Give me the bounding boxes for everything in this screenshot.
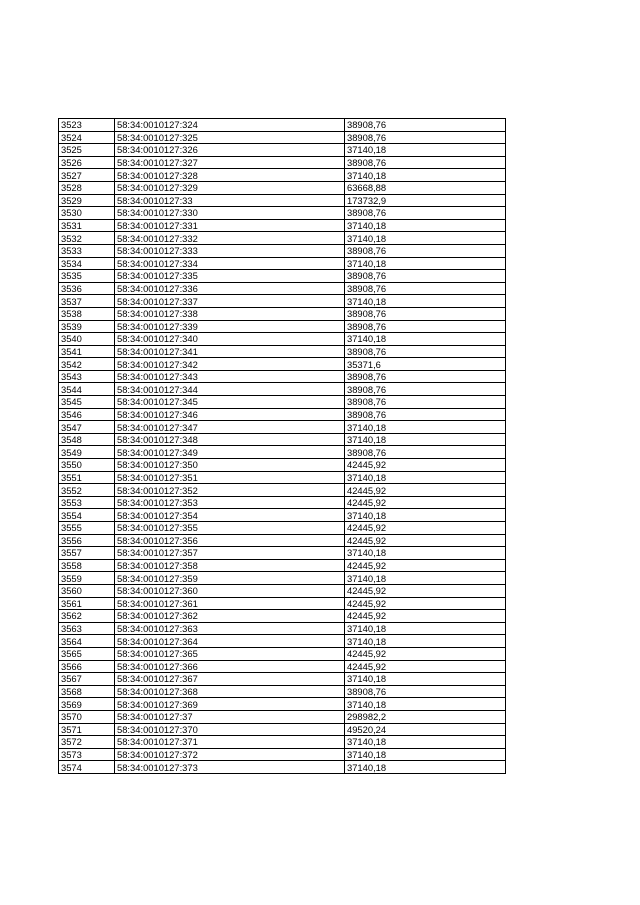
cadastral-number-cell: 58:34:0010127:349 bbox=[115, 446, 345, 459]
row-number-cell: 3540 bbox=[59, 333, 115, 346]
table-row bbox=[59, 660, 506, 673]
cadastral-number-cell: 58:34:0010127:367 bbox=[115, 673, 345, 686]
row-number-cell: 3532 bbox=[59, 232, 115, 245]
row-number-cell: 3545 bbox=[59, 396, 115, 409]
row-number-cell: 3560 bbox=[59, 584, 115, 597]
table-row bbox=[59, 471, 506, 484]
value-cell: 38908,76 bbox=[345, 270, 506, 283]
table-row bbox=[59, 119, 506, 132]
value-cell: 37140,18 bbox=[345, 736, 506, 749]
row-number-cell: 3553 bbox=[59, 496, 115, 509]
row-number-cell: 3526 bbox=[59, 156, 115, 169]
value-cell: 37140,18 bbox=[345, 219, 506, 232]
value-cell: 42445,92 bbox=[345, 660, 506, 673]
value-cell: 63668,88 bbox=[345, 181, 506, 194]
table-row bbox=[59, 572, 506, 585]
table-row bbox=[59, 622, 506, 635]
value-cell: 38908,76 bbox=[345, 307, 506, 320]
table-row bbox=[59, 219, 506, 232]
value-cell: 37140,18 bbox=[345, 761, 506, 774]
table-row bbox=[59, 307, 506, 320]
cadastral-number-cell: 58:34:0010127:346 bbox=[115, 408, 345, 421]
table-row bbox=[59, 685, 506, 698]
row-number-cell: 3566 bbox=[59, 660, 115, 673]
cadastral-number-cell: 58:34:0010127:344 bbox=[115, 383, 345, 396]
value-cell: 42445,92 bbox=[345, 597, 506, 610]
table-row bbox=[59, 723, 506, 736]
table-row bbox=[59, 156, 506, 169]
row-number-cell: 3554 bbox=[59, 509, 115, 522]
cadastral-number-cell: 58:34:0010127:369 bbox=[115, 698, 345, 711]
table-row bbox=[59, 522, 506, 535]
row-number-cell: 3534 bbox=[59, 257, 115, 270]
value-cell: 42445,92 bbox=[345, 534, 506, 547]
table-row bbox=[59, 584, 506, 597]
value-cell: 38908,76 bbox=[345, 685, 506, 698]
table-row bbox=[59, 370, 506, 383]
row-number-cell: 3559 bbox=[59, 572, 115, 585]
row-number-cell: 3527 bbox=[59, 169, 115, 182]
table-row bbox=[59, 459, 506, 472]
value-cell: 37140,18 bbox=[345, 471, 506, 484]
row-number-cell: 3571 bbox=[59, 723, 115, 736]
value-cell: 38908,76 bbox=[345, 408, 506, 421]
table-row bbox=[59, 333, 506, 346]
row-number-cell: 3558 bbox=[59, 559, 115, 572]
row-number-cell: 3572 bbox=[59, 736, 115, 749]
cadastral-number-cell: 58:34:0010127:37 bbox=[115, 710, 345, 723]
table-row bbox=[59, 559, 506, 572]
value-cell: 38908,76 bbox=[345, 156, 506, 169]
value-cell: 42445,92 bbox=[345, 459, 506, 472]
value-cell: 38908,76 bbox=[345, 282, 506, 295]
value-cell: 298982,2 bbox=[345, 710, 506, 723]
cadastral-number-cell: 58:34:0010127:360 bbox=[115, 584, 345, 597]
table-row bbox=[59, 597, 506, 610]
row-number-cell: 3548 bbox=[59, 433, 115, 446]
cadastral-number-cell: 58:34:0010127:362 bbox=[115, 610, 345, 623]
value-cell: 38908,76 bbox=[345, 370, 506, 383]
row-number-cell: 3535 bbox=[59, 270, 115, 283]
value-cell: 49520,24 bbox=[345, 723, 506, 736]
row-number-cell: 3556 bbox=[59, 534, 115, 547]
table-row bbox=[59, 169, 506, 182]
row-number-cell: 3528 bbox=[59, 181, 115, 194]
row-number-cell: 3524 bbox=[59, 131, 115, 144]
row-number-cell: 3533 bbox=[59, 244, 115, 257]
row-number-cell: 3525 bbox=[59, 144, 115, 157]
value-cell: 37140,18 bbox=[345, 169, 506, 182]
value-cell: 38908,76 bbox=[345, 383, 506, 396]
row-number-cell: 3544 bbox=[59, 383, 115, 396]
table-row bbox=[59, 761, 506, 774]
cadastral-number-cell: 58:34:0010127:354 bbox=[115, 509, 345, 522]
cadastral-number-cell: 58:34:0010127:328 bbox=[115, 169, 345, 182]
row-number-cell: 3562 bbox=[59, 610, 115, 623]
row-number-cell: 3543 bbox=[59, 370, 115, 383]
table-row bbox=[59, 534, 506, 547]
table-row bbox=[59, 345, 506, 358]
table-row bbox=[59, 282, 506, 295]
row-number-cell: 3550 bbox=[59, 459, 115, 472]
value-cell: 37140,18 bbox=[345, 673, 506, 686]
row-number-cell: 3568 bbox=[59, 685, 115, 698]
row-number-cell: 3529 bbox=[59, 194, 115, 207]
table-row bbox=[59, 257, 506, 270]
table-row bbox=[59, 181, 506, 194]
value-cell: 35371,6 bbox=[345, 358, 506, 371]
value-cell: 42445,92 bbox=[345, 584, 506, 597]
cadastral-number-cell: 58:34:0010127:350 bbox=[115, 459, 345, 472]
value-cell: 37140,18 bbox=[345, 635, 506, 648]
row-number-cell: 3567 bbox=[59, 673, 115, 686]
cadastral-number-cell: 58:34:0010127:368 bbox=[115, 685, 345, 698]
row-number-cell: 3551 bbox=[59, 471, 115, 484]
table-row bbox=[59, 295, 506, 308]
cadastral-number-cell: 58:34:0010127:347 bbox=[115, 421, 345, 434]
table-row bbox=[59, 547, 506, 560]
value-cell: 38908,76 bbox=[345, 320, 506, 333]
table-row bbox=[59, 710, 506, 723]
row-number-cell: 3549 bbox=[59, 446, 115, 459]
table-row bbox=[59, 207, 506, 220]
table-row bbox=[59, 610, 506, 623]
value-cell: 37140,18 bbox=[345, 748, 506, 761]
cadastral-number-cell: 58:34:0010127:342 bbox=[115, 358, 345, 371]
row-number-cell: 3531 bbox=[59, 219, 115, 232]
table-row bbox=[59, 131, 506, 144]
row-number-cell: 3565 bbox=[59, 647, 115, 660]
value-cell: 38908,76 bbox=[345, 207, 506, 220]
table-row bbox=[59, 320, 506, 333]
value-cell: 37140,18 bbox=[345, 509, 506, 522]
value-cell: 42445,92 bbox=[345, 647, 506, 660]
value-cell: 37140,18 bbox=[345, 257, 506, 270]
value-cell: 37140,18 bbox=[345, 622, 506, 635]
cadastral-number-cell: 58:34:0010127:332 bbox=[115, 232, 345, 245]
row-number-cell: 3561 bbox=[59, 597, 115, 610]
row-number-cell: 3557 bbox=[59, 547, 115, 560]
cadastral-number-cell: 58:34:0010127:331 bbox=[115, 219, 345, 232]
row-number-cell: 3563 bbox=[59, 622, 115, 635]
table-row bbox=[59, 509, 506, 522]
value-cell: 37140,18 bbox=[345, 144, 506, 157]
row-number-cell: 3552 bbox=[59, 484, 115, 497]
cadastral-number-cell: 58:34:0010127:330 bbox=[115, 207, 345, 220]
cadastral-number-cell: 58:34:0010127:355 bbox=[115, 522, 345, 535]
table-row bbox=[59, 647, 506, 660]
cadastral-number-cell: 58:34:0010127:365 bbox=[115, 647, 345, 660]
value-cell: 37140,18 bbox=[345, 572, 506, 585]
value-cell: 42445,92 bbox=[345, 559, 506, 572]
cadastral-number-cell: 58:34:0010127:353 bbox=[115, 496, 345, 509]
cadastral-number-cell: 58:34:0010127:366 bbox=[115, 660, 345, 673]
cadastral-number-cell: 58:34:0010127:370 bbox=[115, 723, 345, 736]
cadastral-number-cell: 58:34:0010127:371 bbox=[115, 736, 345, 749]
cadastral-number-cell: 58:34:0010127:357 bbox=[115, 547, 345, 560]
cadastral-number-cell: 58:34:0010127:363 bbox=[115, 622, 345, 635]
table-row bbox=[59, 698, 506, 711]
table-row bbox=[59, 408, 506, 421]
table-row bbox=[59, 748, 506, 761]
cadastral-number-cell: 58:34:0010127:324 bbox=[115, 119, 345, 132]
table-row bbox=[59, 358, 506, 371]
table-row bbox=[59, 194, 506, 207]
table-row bbox=[59, 232, 506, 245]
cadastral-number-cell: 58:34:0010127:325 bbox=[115, 131, 345, 144]
value-cell: 37140,18 bbox=[345, 333, 506, 346]
row-number-cell: 3541 bbox=[59, 345, 115, 358]
cadastral-number-cell: 58:34:0010127:337 bbox=[115, 295, 345, 308]
value-cell: 42445,92 bbox=[345, 522, 506, 535]
cadastral-number-cell: 58:34:0010127:356 bbox=[115, 534, 345, 547]
table-row bbox=[59, 496, 506, 509]
row-number-cell: 3542 bbox=[59, 358, 115, 371]
cadastral-number-cell: 58:34:0010127:335 bbox=[115, 270, 345, 283]
cadastral-number-cell: 58:34:0010127:333 bbox=[115, 244, 345, 257]
value-cell: 37140,18 bbox=[345, 698, 506, 711]
row-number-cell: 3537 bbox=[59, 295, 115, 308]
cadastral-number-cell: 58:34:0010127:336 bbox=[115, 282, 345, 295]
row-number-cell: 3573 bbox=[59, 748, 115, 761]
row-number-cell: 3538 bbox=[59, 307, 115, 320]
row-number-cell: 3547 bbox=[59, 421, 115, 434]
row-number-cell: 3570 bbox=[59, 710, 115, 723]
table-row bbox=[59, 484, 506, 497]
cadastral-number-cell: 58:34:0010127:361 bbox=[115, 597, 345, 610]
value-cell: 38908,76 bbox=[345, 345, 506, 358]
table-row bbox=[59, 433, 506, 446]
cadastral-number-cell: 58:34:0010127:343 bbox=[115, 370, 345, 383]
value-cell: 42445,92 bbox=[345, 496, 506, 509]
row-number-cell: 3530 bbox=[59, 207, 115, 220]
value-cell: 37140,18 bbox=[345, 547, 506, 560]
value-cell: 37140,18 bbox=[345, 232, 506, 245]
cadastral-number-cell: 58:34:0010127:334 bbox=[115, 257, 345, 270]
table-row bbox=[59, 244, 506, 257]
cadastral-number-cell: 58:34:0010127:326 bbox=[115, 144, 345, 157]
table-body bbox=[59, 119, 506, 774]
table-row bbox=[59, 421, 506, 434]
cadastral-number-cell: 58:34:0010127:372 bbox=[115, 748, 345, 761]
table-row bbox=[59, 736, 506, 749]
cadastral-number-cell: 58:34:0010127:373 bbox=[115, 761, 345, 774]
cadastral-number-cell: 58:34:0010127:345 bbox=[115, 396, 345, 409]
cadastral-number-cell: 58:34:0010127:327 bbox=[115, 156, 345, 169]
table-row bbox=[59, 446, 506, 459]
table-row bbox=[59, 144, 506, 157]
value-cell: 42445,92 bbox=[345, 610, 506, 623]
cadastral-number-cell: 58:34:0010127:358 bbox=[115, 559, 345, 572]
cadastral-number-cell: 58:34:0010127:364 bbox=[115, 635, 345, 648]
cadastral-number-cell: 58:34:0010127:348 bbox=[115, 433, 345, 446]
row-number-cell: 3546 bbox=[59, 408, 115, 421]
cadastral-number-cell: 58:34:0010127:329 bbox=[115, 181, 345, 194]
table-row bbox=[59, 383, 506, 396]
table-row bbox=[59, 635, 506, 648]
row-number-cell: 3539 bbox=[59, 320, 115, 333]
cadastral-number-cell: 58:34:0010127:352 bbox=[115, 484, 345, 497]
cadastral-number-cell: 58:34:0010127:340 bbox=[115, 333, 345, 346]
value-cell: 37140,18 bbox=[345, 433, 506, 446]
value-cell: 38908,76 bbox=[345, 119, 506, 132]
cadastral-number-cell: 58:34:0010127:339 bbox=[115, 320, 345, 333]
row-number-cell: 3555 bbox=[59, 522, 115, 535]
cadastral-number-cell: 58:34:0010127:341 bbox=[115, 345, 345, 358]
cadastral-number-cell: 58:34:0010127:351 bbox=[115, 471, 345, 484]
data-table bbox=[58, 118, 506, 774]
cadastral-number-cell: 58:34:0010127:33 bbox=[115, 194, 345, 207]
value-cell: 38908,76 bbox=[345, 446, 506, 459]
row-number-cell: 3564 bbox=[59, 635, 115, 648]
value-cell: 38908,76 bbox=[345, 244, 506, 257]
value-cell: 37140,18 bbox=[345, 295, 506, 308]
table-row bbox=[59, 673, 506, 686]
value-cell: 38908,76 bbox=[345, 131, 506, 144]
table-row bbox=[59, 270, 506, 283]
value-cell: 37140,18 bbox=[345, 421, 506, 434]
table-row bbox=[59, 396, 506, 409]
value-cell: 173732,9 bbox=[345, 194, 506, 207]
row-number-cell: 3569 bbox=[59, 698, 115, 711]
value-cell: 38908,76 bbox=[345, 396, 506, 409]
value-cell: 42445,92 bbox=[345, 484, 506, 497]
cadastral-number-cell: 58:34:0010127:338 bbox=[115, 307, 345, 320]
row-number-cell: 3523 bbox=[59, 119, 115, 132]
row-number-cell: 3536 bbox=[59, 282, 115, 295]
cadastral-number-cell: 58:34:0010127:359 bbox=[115, 572, 345, 585]
row-number-cell: 3574 bbox=[59, 761, 115, 774]
